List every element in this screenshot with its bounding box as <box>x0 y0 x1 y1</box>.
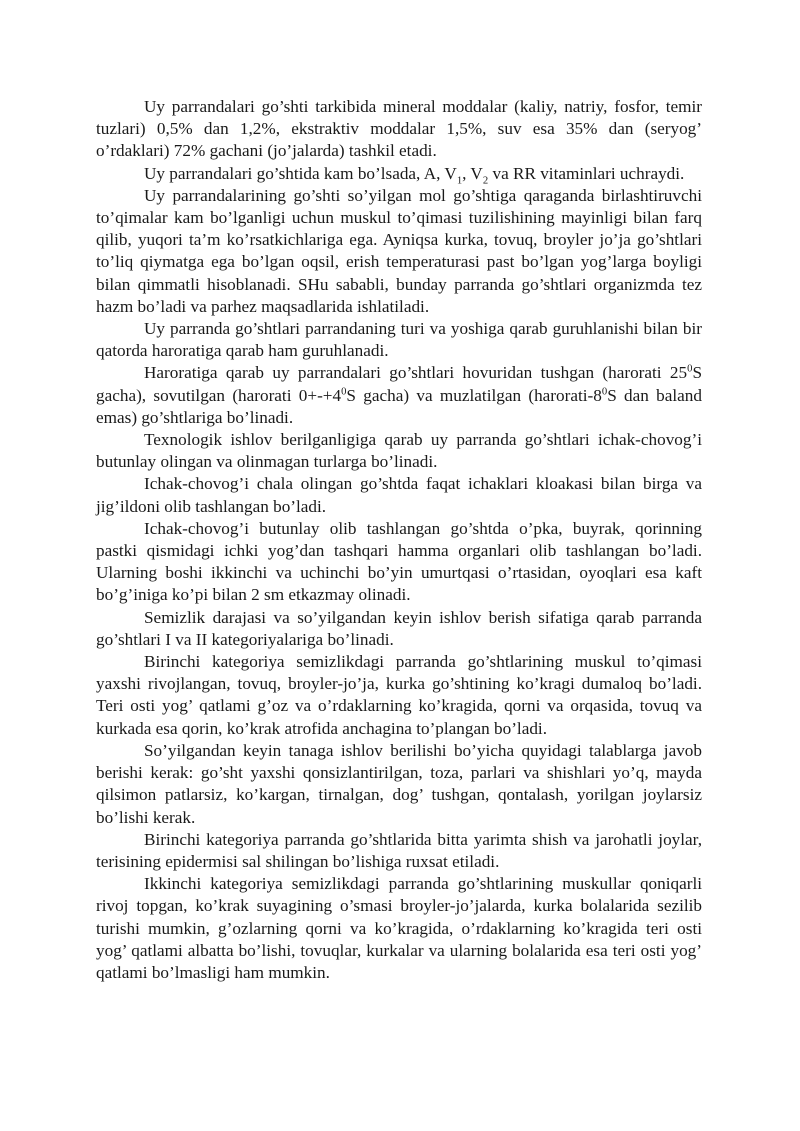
paragraph: Ichak-chovog’i butunlay olib tashlangan go’shtda o’pka, buyrak, qorinning pastki qismidagi ichki yog’dan tashqari hamma organlari olib tashlangan bo’ladi. Ularning boshi ikkinchi va uchinchi bo’yin umurtqasi o’rtasidan, oyoqlari esa kaft bo’g’iniga ko’pi bilan 2 sm etkazmay olinadi. <box>96 518 702 605</box>
text-run: Haroratiga qarab uy parrandalari go’shtlari hovuridan tushgan (harorati 25 <box>144 363 688 383</box>
document-body <box>96 96 702 984</box>
paragraph: So’yilgandan keyin tanaga ishlov berilishi bo’yicha quyidagi talablarga javob berishi kerak: go’sht yaxshi qonsizlantirilgan, toza, parlari va shishlari yo’q, mayda qilsimon patlarsiz, ko’kargan, tirnalgan, dog’ tushgan, qontalash, yorilgan joylarsiz bo’lishi kerak. <box>96 740 702 827</box>
paragraph: Birinchi kategoriya semizlikdagi parranda go’shtlarining muskul to’qimasi yaxshi rivojlangan, tovuq, broyler-jo’ja, kurka go’shtining ko’kragi dumaloq bo’ladi. Teri osti yog’ qatlami g’oz va o’rdaklarning ko’kragida, qorni va orqasida, tovuq va kurkada esa qorin, ko’krak atrofida anchagina to’plangan bo’ladi. <box>96 652 702 738</box>
paragraph: Birinchi kategoriya parranda go’shtlarida bitta yarimta shish va jarohatli joylar, terisining epidermisi sal shilingan bo’lishiga ruxsat etiladi. <box>96 829 702 871</box>
paragraph: Uy parrandalarining go’shti so’yilgan mol go’shtiga qaraganda birlashtiruvchi to’qimalar kam bo’lganligi uchun muskul to’qimasi tuzilishining mayinligi bilan farq qilib, yuqori ta’m ko’rsatkichlariga ega. Ayniqsa kurka, tovuq, broyler jo’ja go’shtlari to’liq qiymatga ega bo’lgan oqsil, erish temperaturasi past bo’lgan yog’larga boyligi bilan qimmatli hisoblanadi. SHu sababli, bunday parranda go’shtlari organizmda tez hazm bo’ladi va parhez maqsadlarida ishlatiladi. <box>96 185 702 316</box>
text-run: S gacha), sovutilgan (harorati 0+-+4 <box>96 363 702 405</box>
paragraph: Semizlik darajasi va so’yilgandan keyin ishlov berish sifatiga qarab parranda go’shtlari I va II kategoriyalariga bo’linadi. <box>96 607 702 649</box>
text-run: Uy parrandalari go’shtida kam bo’lsada, A, V <box>144 163 457 183</box>
superscript: 0 <box>601 385 608 397</box>
paragraph: Texnologik ishlov berilganligiga qarab uy parranda go’shtlari ichak-chovog’i butunlay olingan va olinmagan turlarga bo’linadi. <box>96 430 702 472</box>
paragraph: Ikkinchi kategoriya semizlikdagi parranda go’shtlarining muskullar qoniqarli rivoj topgan, ko’krak suyagining o’smasi broyler-jo’jalarda, kurka bolalarida sezilib turishi mumkin, g’ozlarning qorni va ko’kragida, o’rdaklarning ko’kragida teri osti yog’ qatlami albatta bo’lishi, tovuqlar, kurkalar va ularning bolalarida esa teri osti yog’ qatlami bo’lmasligi ham mumkin. <box>96 874 702 982</box>
paragraph: Uy parranda go’shtlari parrandaning turi va yoshiga qarab guruhlanishi bilan bir qatorda haroratiga qarab ham guruhlanadi. <box>96 319 702 361</box>
paragraph <box>96 163 702 185</box>
paragraph: Ichak-chovog’i chala olingan go’shtda faqat ichaklari kloakasi bilan birga va jig’ildoni olib tashlangan bo’ladi. <box>96 474 702 516</box>
superscript: 0 <box>341 385 347 397</box>
subscript: 2 <box>482 175 489 187</box>
paragraph <box>96 362 702 429</box>
subscript: 1 <box>456 175 463 187</box>
text-run: S dan baland emas) go’shtlariga bo’linadi. <box>96 385 702 427</box>
text-run: S gacha) va muzlatilgan (harorati-8 <box>346 385 602 405</box>
superscript: 0 <box>687 363 693 375</box>
paragraph: Uy parrandalari go’shti tarkibida mineral moddalar (kaliy, natriy, fosfor, temir tuzlari) 0,5% dan 1,2%, ekstraktiv moddalar 1,5%, suv esa 35% dan (seryog’ o’rdaklari) 72% gachani (jo’jalarda) tashkil etadi. <box>96 97 702 161</box>
text-run: va RR vitaminlari uchraydi. <box>488 163 685 183</box>
text-run: , V <box>462 163 483 183</box>
